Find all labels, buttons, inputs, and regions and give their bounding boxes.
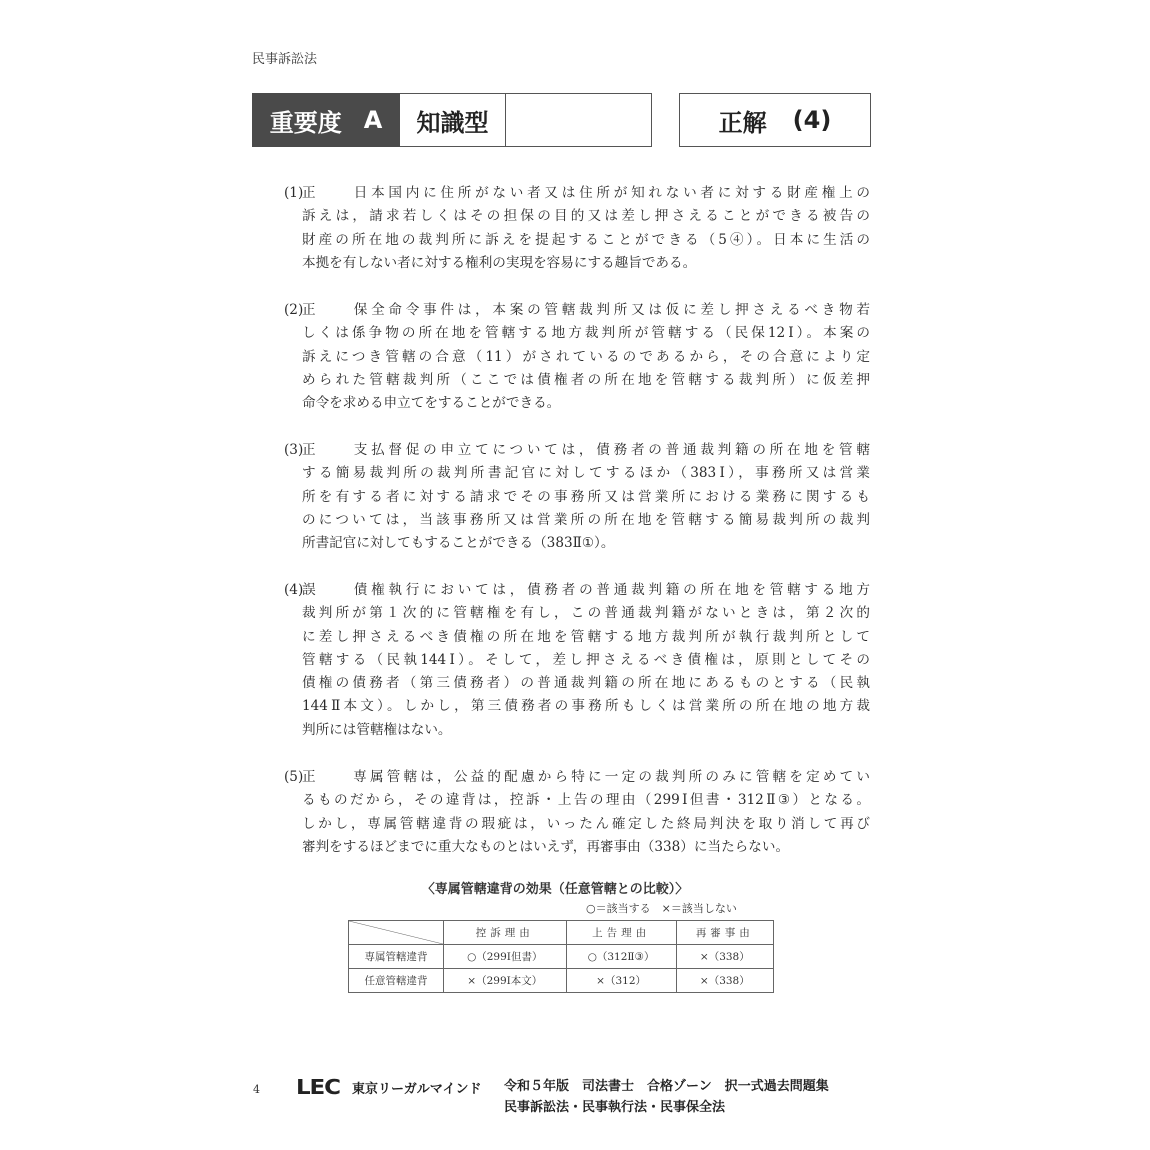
explanation-line: しくは係争物の所在地を管轄する地方裁判所が管轄する（民保12Ⅰ）。本案の xyxy=(302,325,870,342)
item-number: (2) xyxy=(284,302,304,318)
explanation-line: 審判をするほどまでに重大なものとはいえず，再審事由（338）に当たらない。 xyxy=(302,838,790,855)
table-cell: ○（312Ⅱ③） xyxy=(566,945,676,969)
table-legend: ○＝該当する ×＝該当しない xyxy=(586,902,737,915)
item-number: (5) xyxy=(284,769,304,785)
table-cell: ×（338） xyxy=(676,969,773,993)
correctness-mark: 正 xyxy=(302,769,316,785)
explanation-line: 財産の所在地の裁判所に訴えを提起することができる（5④）。日本に生活の xyxy=(302,231,870,248)
blank-box xyxy=(505,93,652,147)
explanation-line: 判所には管轄権はない。 xyxy=(302,721,452,738)
explanation-item xyxy=(284,579,870,742)
explanation-line xyxy=(284,766,870,789)
explanation-line: 命令を求める申立てをすることができる。 xyxy=(302,395,561,412)
line-text: 支払督促の申立てについては，債務者の普通裁判籍の所在地を管轄 xyxy=(350,442,870,458)
comparison-table xyxy=(348,920,774,993)
correctness-mark: 誤 xyxy=(302,582,316,598)
explanation-line: のについては，当該事務所又は営業所の所在地を管轄する簡易裁判所の裁判 xyxy=(302,511,870,528)
question-type-box xyxy=(400,93,506,147)
correctness-mark: 正 xyxy=(302,185,316,201)
explanation-line: 本拠を有しない者に対する権利の実現を容易にする趣旨である。 xyxy=(302,254,697,271)
answer-box xyxy=(679,93,871,147)
item-number: (4) xyxy=(284,582,304,598)
book-title-line: 令和５年版 司法書士 合格ゾーン 択一式過去問題集 xyxy=(504,1079,829,1094)
table-row xyxy=(349,945,774,969)
explanation-line: する簡易裁判所の裁判所書記官に対してするほか（383Ⅰ），事務所又は営業 xyxy=(302,465,870,482)
explanation-line: に差し押さえるべき債権の所在地を管轄する地方裁判所が執行裁判所として xyxy=(302,628,870,645)
row-header: 任意管轄違背 xyxy=(349,969,444,993)
explanation-line: 訴えにつき管轄の合意（11）がされているのであるから，その合意により定 xyxy=(302,348,870,365)
explanation-line: しかし，専属管轄違背の瑕疵は，いったん確定した終局判決を取り消して再び xyxy=(302,815,870,832)
importance-box xyxy=(252,93,400,147)
explanation-line: 144Ⅱ本文）。しかし，第三債務者の事務所もしくは営業所の所在地の地方裁 xyxy=(302,698,870,715)
correctness-mark: 正 xyxy=(302,302,316,318)
answer-label: 正解 xyxy=(718,108,767,137)
explanation-item xyxy=(284,182,870,275)
table-cell: ○（299Ⅰ但書） xyxy=(444,945,567,969)
correctness-mark: 正 xyxy=(302,442,316,458)
subject-label: 民事訴訟法 xyxy=(252,52,318,67)
item-number: (1) xyxy=(284,185,304,201)
table-row xyxy=(349,969,774,993)
explanation-line: 債権の債務者（第三債務者）の普通裁判籍の所在地にあるものとする（民執 xyxy=(302,675,870,692)
table-cell: ×（338） xyxy=(676,945,773,969)
answer-value: (4) xyxy=(792,106,832,134)
publisher-logo xyxy=(296,1075,481,1099)
line-text: 債権執行においては，債務者の普通裁判籍の所在地を管轄する地方 xyxy=(350,582,870,598)
table-cell: ×（312） xyxy=(566,969,676,993)
line-text: 保全命令事件は，本案の管轄裁判所又は仮に差し押さえるべき物若 xyxy=(350,302,870,318)
table-title: 〈専属管轄違背の効果（任意管轄との比較）〉 xyxy=(421,882,689,897)
page-number: 4 xyxy=(253,1083,260,1096)
book-title xyxy=(504,1076,829,1118)
logo-name: 東京リーガルマインド xyxy=(352,1081,482,1097)
column-header: 再審事由 xyxy=(676,921,773,945)
logo-mark: LEC xyxy=(296,1075,340,1099)
explanation-item xyxy=(284,299,870,415)
line-text: 日本国内に住所がない者又は住所が知れない者に対する財産権上の xyxy=(350,185,870,201)
table-cell: ×（299Ⅰ本文） xyxy=(444,969,567,993)
explanation-line: るものだから，その違背は，控訴・上告の理由（299Ⅰ但書・312Ⅱ③）となる。 xyxy=(302,792,870,809)
item-number: (3) xyxy=(284,442,304,458)
explanation-line: められた管轄裁判所（ここでは債権者の所在地を管轄する裁判所）に仮差押 xyxy=(302,371,870,388)
column-header: 上告理由 xyxy=(566,921,676,945)
explanation-line xyxy=(284,439,870,462)
question-type: 知識型 xyxy=(416,108,489,137)
importance-label: 重要度 xyxy=(269,108,342,137)
row-header: 専属管轄違背 xyxy=(349,945,444,969)
explanation-line: 管轄する（民執144Ⅰ）。そして，差し押さえるべき債権は，原則としてその xyxy=(302,651,870,668)
explanation-item xyxy=(284,439,870,555)
column-header: 控訴理由 xyxy=(444,921,567,945)
explanation-line: 所書記官に対してもすることができる（383Ⅱ①）。 xyxy=(302,535,615,552)
explanation-line xyxy=(284,182,870,205)
explanation-item xyxy=(284,766,870,859)
table-corner-cell xyxy=(349,921,444,945)
line-text: 専属管轄は，公益的配慮から特に一定の裁判所のみに管轄を定めてい xyxy=(350,769,870,785)
explanation-line: 所を有する者に対する請求でその事務所又は営業所における業務に関するも xyxy=(302,488,870,505)
importance-value: A xyxy=(363,106,383,134)
book-title-line: 民事訴訟法・民事執行法・民事保全法 xyxy=(504,1100,726,1115)
explanation-line: 裁判所が第１次的に管轄権を有し，この普通裁判籍がないときは，第２次的 xyxy=(302,605,870,622)
explanation-line xyxy=(284,299,870,322)
explanation-line: 訴えは，請求若しくはその担保の目的又は差し押さえることができる被告の xyxy=(302,208,870,225)
table-header-row xyxy=(349,921,774,945)
explanation-line xyxy=(284,579,870,602)
